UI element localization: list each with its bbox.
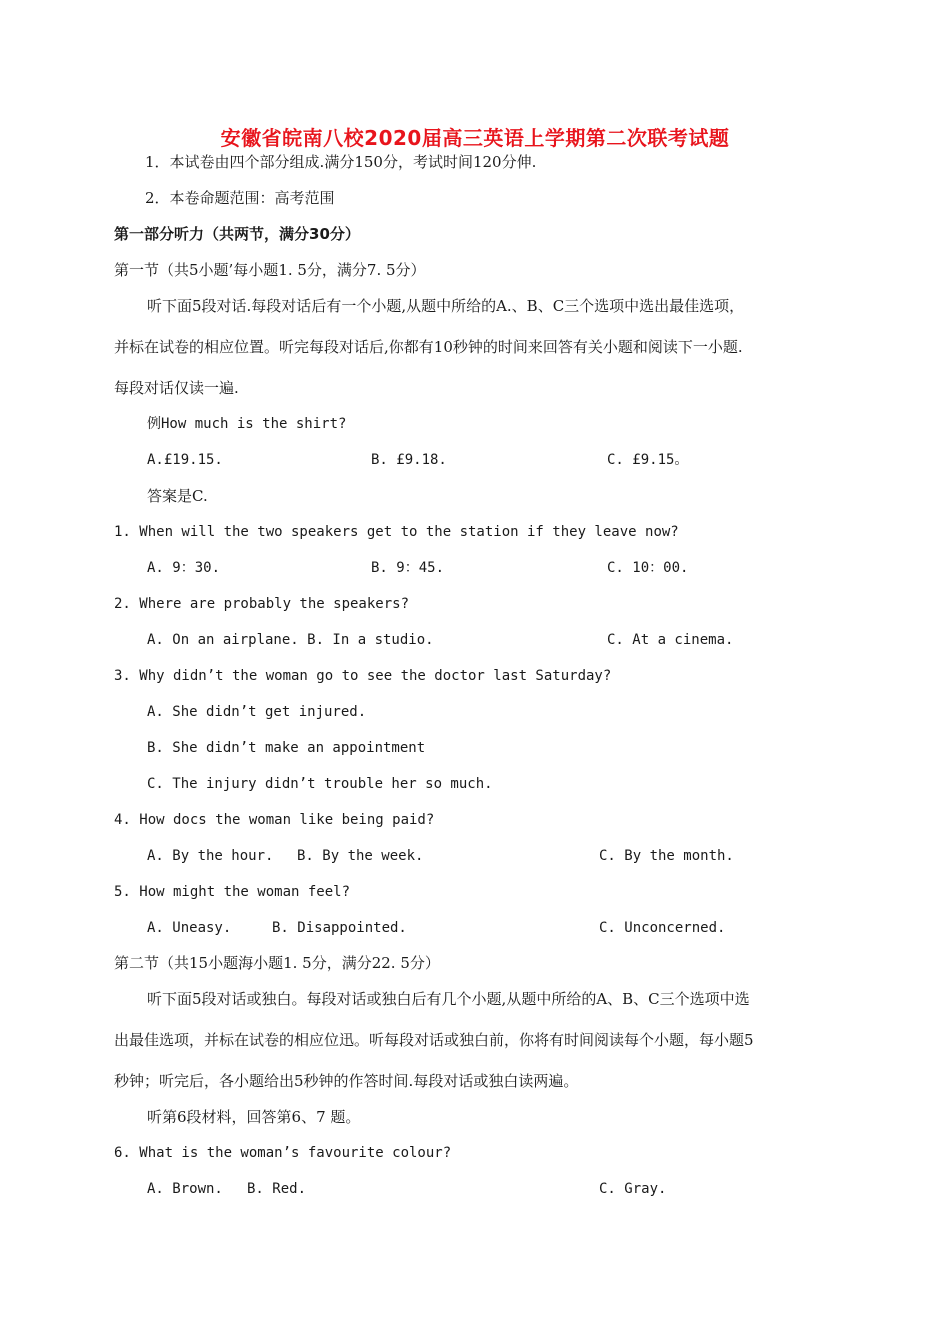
question-1: 1. When will the two speakers get to the station if they leave now? bbox=[114, 524, 679, 540]
example-option-c: C. £9.15。 bbox=[607, 452, 689, 468]
section2-instructions-3: 秒钟；听完后，各小题给出5秒钟的作答时间.每段对话或独白读两遍。 bbox=[114, 1072, 579, 1090]
question-4: 4. How docs the woman like being paid? bbox=[114, 812, 435, 828]
section2-heading: 第二节（共15小题海小题1. 5分，满分22. 5分） bbox=[114, 954, 440, 972]
q5-option-c: C. Unconcerned. bbox=[599, 920, 726, 936]
q4-option-c: C. By the month. bbox=[599, 848, 734, 864]
question-3: 3. Why didn’t the woman go to see the doctor last Saturday? bbox=[114, 668, 612, 684]
q5-option-b: B. Disappointed. bbox=[272, 920, 407, 936]
section1-instructions-1: 听下面5段对话.每段对话后有一个小题,从题中所给的A.、B、C三个选项中选出最佳选项， bbox=[147, 297, 745, 315]
q1-option-c: C. 10：00. bbox=[607, 560, 689, 576]
q4-option-a: A. By the hour. bbox=[147, 848, 274, 864]
section2-instructions-1: 听下面5段对话或独白。每段对话或独白后有几个小题,从题中所给的A、B、C三个选项中选 bbox=[147, 990, 750, 1008]
question-2: 2. Where are probably the speakers? bbox=[114, 596, 410, 612]
example-question: 例How much is the shirt? bbox=[147, 416, 347, 432]
note-1: 1．本试卷由四个部分组成.满分150分，考试时间120分伸. bbox=[145, 153, 537, 171]
section1-instructions-2: 并标在试卷的相应位置。听完每段对话后,你都有10秒钟的时间来回答有关小题和阅读下一小题. bbox=[114, 338, 743, 356]
q3-option-a: A. She didn’t get injured. bbox=[147, 704, 367, 720]
q6-option-a: A. Brown. bbox=[147, 1181, 223, 1197]
q4-option-b: B. By the week. bbox=[297, 848, 424, 864]
q2-option-c: C. At a cinema. bbox=[607, 632, 734, 648]
q1-option-b: B. 9：45. bbox=[371, 560, 445, 576]
q6-option-b: B. Red. bbox=[247, 1181, 307, 1197]
q3-option-b: B. She didn’t make an appointment bbox=[147, 740, 426, 756]
example-option-b: B. £9.18. bbox=[371, 452, 447, 468]
q6-option-c: C. Gray. bbox=[599, 1181, 667, 1197]
section1-heading: 第一节（共5小题’每小题1. 5分，满分7. 5分） bbox=[114, 261, 426, 279]
example-answer: 答案是C. bbox=[147, 487, 208, 505]
section2-instructions-2: 出最佳选项，并标在试卷的相应位迅。听每段对话或独白前，你将有时间阅读每个小题，每小题5 bbox=[114, 1031, 754, 1049]
material-6-note: 听第6段材料，回答第6、7 题。 bbox=[147, 1108, 361, 1126]
section1-instructions-3: 每段对话仅读一遍. bbox=[114, 379, 239, 397]
question-6: 6. What is the woman’s favourite colour? bbox=[114, 1145, 452, 1161]
page-title: 安徽省皖南八校2020届高三英语上学期第二次联考试题 bbox=[220, 126, 730, 150]
q1-option-a: A. 9：30. bbox=[147, 560, 221, 576]
part1-heading: 第一部分听力（共两节，满分30分） bbox=[114, 225, 360, 243]
note-2: 2．本卷命题范围：高考范围 bbox=[145, 189, 335, 207]
q5-option-a: A. Uneasy. bbox=[147, 920, 232, 936]
example-option-a: A.£19.15. bbox=[147, 452, 223, 468]
q2-options-ab: A. On an airplane. B. In a studio. bbox=[147, 632, 434, 648]
question-5: 5. How might the woman feel? bbox=[114, 884, 351, 900]
q3-option-c: C. The injury didn’t trouble her so much. bbox=[147, 776, 493, 792]
